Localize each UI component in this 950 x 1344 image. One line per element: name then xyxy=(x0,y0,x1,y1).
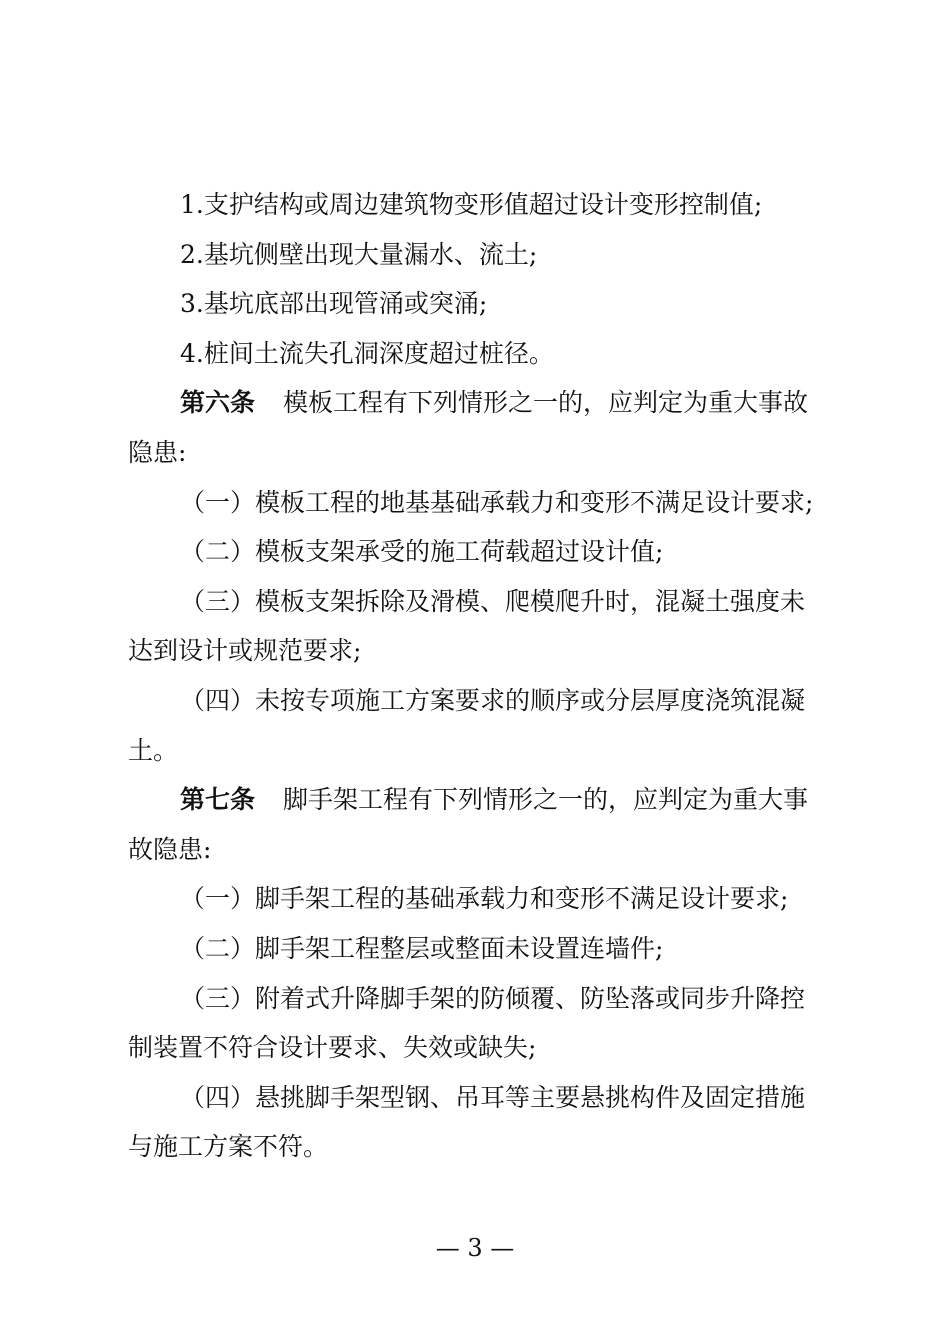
list-item-continued: 与施工方案不符。 xyxy=(128,1132,329,1162)
list-item: （一）脚手架工程的基础承载力和变形不满足设计要求; xyxy=(180,884,789,914)
article-text-continued: 故隐患: xyxy=(128,834,212,864)
list-item: 3.基坑底部出现管涌或突涌; xyxy=(180,289,488,319)
list-item-continued: 土。 xyxy=(128,735,179,765)
article-7-heading xyxy=(128,775,830,825)
article-6-heading xyxy=(128,378,830,428)
list-item: （四）悬挑脚手架型钢、吊耳等主要悬挑构件及固定措施 xyxy=(180,1082,806,1112)
list-item-continued: 制装置不符合设计要求、失效或缺失; xyxy=(128,1033,537,1063)
list-item: （二）模板支架承受的施工荷载超过设计值; xyxy=(180,537,664,567)
article-number: 第六条 xyxy=(180,388,256,418)
list-item: 2.基坑侧壁出现大量漏水、流土; xyxy=(180,239,538,269)
list-item: （三）附着式升降脚手架的防倾覆、防坠落或同步升降控 xyxy=(180,983,806,1013)
list-item: 4.桩间土流失孔洞深度超过桩径。 xyxy=(180,338,554,368)
list-item: （四）未按专项施工方案要求的顺序或分层厚度浇筑混凝 xyxy=(180,685,806,715)
list-item: （三）模板支架拆除及滑模、爬模爬升时，混凝土强度未 xyxy=(180,586,806,616)
article-text: 脚手架工程有下列情形之一的，应判定为重大事 xyxy=(283,785,809,815)
article-text-continued: 隐患: xyxy=(128,437,187,467)
article-text: 模板工程有下列情形之一的，应判定为重大事故 xyxy=(283,388,809,418)
page-number: — 3 — xyxy=(435,1234,515,1262)
list-item: （二）脚手架工程整层或整面未设置连墙件; xyxy=(180,933,664,963)
article-number: 第七条 xyxy=(180,785,256,815)
document-body xyxy=(128,180,830,1172)
list-item-continued: 达到设计或规范要求; xyxy=(128,636,362,666)
list-item: 1.支护结构或周边建筑物变形值超过设计变形控制值; xyxy=(180,190,763,219)
list-item: （一）模板工程的地基基础承载力和变形不满足设计要求; xyxy=(180,487,814,517)
